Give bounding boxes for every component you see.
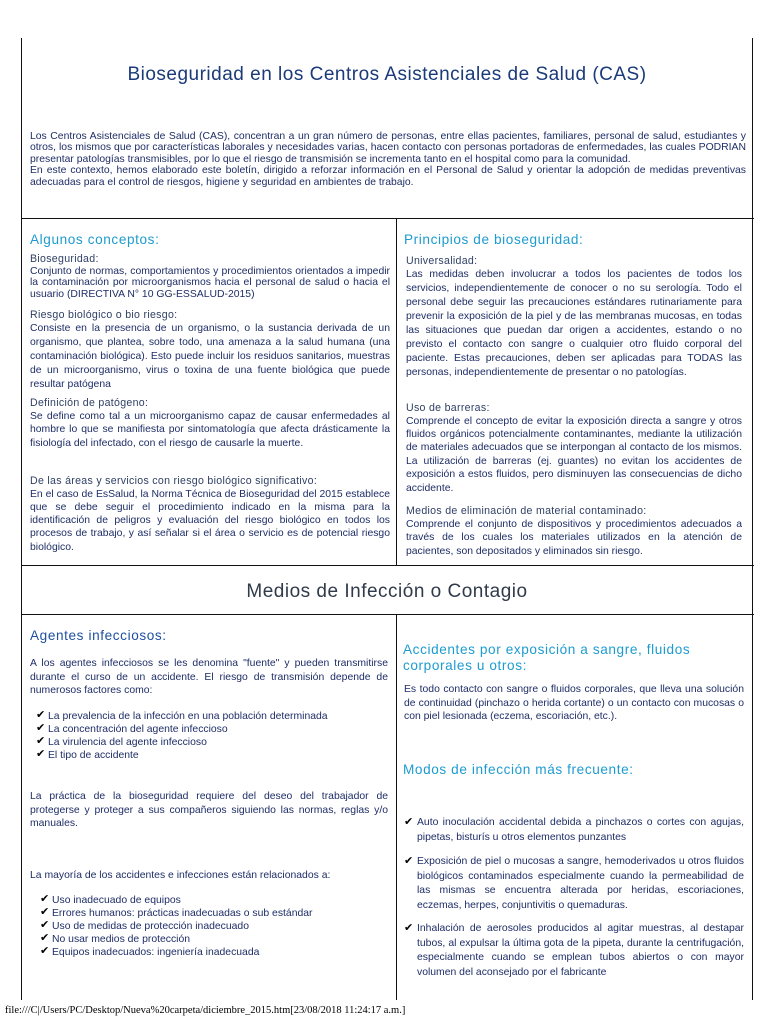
riesgo-title: Riesgo biológico o bio riesgo:	[30, 309, 178, 321]
areas-title: De las áreas y servicios con riesgo biológico significativo:	[30, 475, 318, 487]
agentes-intro	[30, 657, 388, 698]
check-icon: ✔	[40, 945, 50, 957]
file-path-footer: file:///C|/Users/PC/Desktop/Nueva%20carpeta/diciembre_2015.htm[23/08/2018 11:24:17 a.m.]	[5, 1005, 406, 1016]
list-item-text: La concentración del agente infeccioso	[48, 724, 228, 735]
check-icon: ✔	[36, 735, 46, 747]
causas-list	[40, 894, 392, 959]
check-icon: ✔	[40, 893, 50, 905]
check-icon: ✔	[404, 922, 414, 934]
bioseguridad-text: Conjunto de normas, comportamientos y procedimientos orientados a impedir la contaminación por microorganismos hacia el personal de salud o hacia el usuario (DIRECTIVA N° 10 GG-ESSALUD-2015)	[30, 265, 390, 300]
principios-heading: Principios de bioseguridad:	[404, 232, 584, 247]
conceptos-heading: Algunos conceptos:	[30, 232, 160, 247]
modo-item	[404, 855, 744, 913]
intro-paragraph-1: Los Centros Asistenciales de Salud (CAS), concentran a un gran número de personas, entre ellas pacientes, familiares, personal de salud, estudiantes y otros, los mismos que por características laborales y necesidades varias, hacen contacto con personas portadoras de enfermedades, las cuales PODRIAN presentar patologías transmisibles, por lo que el riesgo de transmisión se incrementa tanto en el hospital como para la comunidad.	[30, 131, 746, 165]
check-icon: ✔	[404, 816, 414, 828]
modo-item	[404, 922, 744, 980]
mayoria-paragraph	[30, 870, 388, 882]
list-item	[36, 710, 392, 723]
patogeno-title: Definición de patógeno:	[30, 397, 149, 409]
list-item	[40, 946, 392, 959]
list-item-text: El tipo de accidente	[48, 750, 139, 761]
check-icon: ✔	[40, 932, 50, 944]
list-item-text: La virulencia del agente infeccioso	[48, 737, 207, 748]
riesgo-definition	[30, 310, 390, 393]
eliminacion-title: Medios de eliminación de material contaminado:	[406, 505, 647, 517]
divider-medios	[21, 614, 754, 615]
list-item-text: Equipos inadecuados: ingeniería inadecuada	[52, 947, 260, 958]
intro-paragraph-2: En este contexto, hemos elaborado este boletín, dirigido a reforzar información en el Personal de Salud y orientar la adopción de medidas preventivas adecuadas para el control de riesgos, higiene y seguridad en ambientes de trabajo.	[30, 165, 746, 188]
universalidad-principle	[406, 256, 742, 380]
check-icon: ✔	[36, 709, 46, 721]
patogeno-text: Se define como tal a un microorganismo capaz de causar enfermedades al hombre lo que se manifiesta por sintomatología que afecta drásticamente la fisiología del infectado, con el riesgo de causarle la muerte.	[30, 410, 390, 450]
modo-item	[404, 816, 744, 845]
divider-header	[21, 218, 754, 219]
list-item-text: Uso inadecuado de equipos	[52, 895, 181, 906]
list-item	[40, 894, 392, 907]
barreras-title: Uso de barreras:	[406, 402, 490, 414]
barreras-text: Comprende el concepto de evitar la exposición directa a sangre y otros fluidos orgánicos potencialmente contaminantes, mediante la utilización de materiales adecuados que se interpongan al contacto de los mismos. La utilización de barreras (ej. guantes) no evitan los accidentes de exposición a estos fluidos, pero disminuyen las consecuencias de dicho accidente.	[406, 415, 742, 494]
medios-infeccion-title: Medios de Infección o Contagio	[246, 581, 528, 602]
list-item-text: Errores humanos: prácticas inadecuadas o sub estándar	[52, 908, 313, 919]
patogeno-definition	[30, 398, 390, 451]
list-item-text: La prevalencia de la infección en una población determinada	[48, 711, 328, 722]
list-item-text: Uso de medidas de protección inadecuado	[52, 921, 249, 932]
riesgo-text: Consiste en la presencia de un organismo, o la sustancia derivada de un organismo, que plantea, sobre todo, una amenaza a la salud humana (una contaminación biológica). Esto puede incluir los residuos sanitarios, muestras de un microorganismo, virus o toxina de una fuente biológica que puede resultar patógena	[30, 322, 390, 391]
accidentes-heading: Accidentes por exposición a sangre, fluidos corporales u otros:	[403, 642, 691, 673]
list-item	[40, 907, 392, 920]
check-icon: ✔	[36, 748, 46, 760]
modo-item-text: Exposición de piel o mucosas a sangre, hemoderivados u otros fluidos biológicos contaminados especialmente cuando la permeabilidad de las mismas se encuentra alterada por heridas, escoriaciones, eczemas, herpes, conjuntivitis o quemaduras.	[417, 856, 744, 911]
check-icon: ✔	[404, 855, 414, 867]
factores-list	[36, 710, 392, 762]
list-item	[36, 723, 392, 736]
areas-definition	[30, 476, 390, 554]
practica-paragraph	[30, 790, 388, 831]
list-item-text: No usar medios de protección	[52, 934, 191, 945]
eliminacion-text: Comprende el conjunto de dispositivos y procedimientos adecuados a través de los cuales los materiales utilizados en la atención de pacientes, son depositados y eliminados sin riesgo.	[406, 518, 742, 557]
page-title: Bioseguridad en los Centros Asistenciales de Salud (CAS)	[127, 64, 647, 85]
practica-text: La práctica de la bioseguridad requiere del deseo del trabajador de protegerse y proteger a sus compañeros siguiendo las normas, reglas y/o manuales.	[30, 791, 388, 830]
agentes-heading: Agentes infecciosos:	[30, 628, 167, 643]
bioseguridad-title: Bioseguridad:	[30, 253, 99, 265]
modos-heading: Modos de infección más frecuente:	[403, 762, 634, 777]
barreras-principle	[406, 403, 742, 495]
eliminacion-principle	[406, 506, 742, 558]
accidentes-text: Es todo contacto con sangre o fluidos corporales, que lleva una solución de continuidad (pinchazo o herida cortante) o un contacto con mucosas o con piel lesionada (eczema, escoriación, etc.).	[404, 684, 744, 722]
check-icon: ✔	[36, 722, 46, 734]
bioseguridad-definition	[30, 254, 390, 300]
check-icon: ✔	[40, 919, 50, 931]
mayoria-text: La mayoría de los accidentes e infecciones están relacionados a:	[30, 870, 331, 881]
divider-sections	[21, 565, 754, 566]
accidentes-paragraph	[404, 683, 744, 724]
check-icon: ✔	[40, 906, 50, 918]
areas-text: En el caso de EsSalud, la Norma Técnica de Bioseguridad del 2015 establece que se debe seguir el procedimiento indicado en la misma para la identificación de peligros y evaluación del riesgo biológico en todos los procesos de trabajo, y así señalar si el área o servicio es de potencial riesgo biológico.	[30, 488, 390, 553]
list-item	[40, 920, 392, 933]
universalidad-title: Universalidad:	[406, 255, 478, 267]
universalidad-text: Las medidas deben involucrar a todos los pacientes de todos los servicios, independientemente de conocer o no su serología. Todo el personal debe seguir las precauciones estándares rutinariamente para prevenir la exposición de la piel y de las membranas mucosas, en todas las situaciones que puedan dar origen a accidentes, estando o no previsto el contacto con sangre o cualquier otro fluido corporal del paciente. Estas precauciones, deben ser aplicadas para TODAS las personas, independientemente de presentar o no patologías.	[406, 268, 742, 379]
list-item	[36, 749, 392, 762]
agentes-text: A los agentes infecciosos se les denomina "fuente" y pueden transmitirse durante el curso de un accidente. El riesgo de transmisión depende de numerosos factores como:	[30, 658, 388, 696]
column-divider-top	[396, 218, 397, 565]
list-item	[40, 933, 392, 946]
column-divider-bottom	[396, 614, 397, 1000]
modo-item-text: Inhalación de aerosoles producidos al agitar muestras, al destapar tubos, al expulsar la última gota de la pipeta, durante la centrifugación, especialmente cuando se emplean tubos abiertos o con mayor volumen del aconsejado por el fabricante	[417, 923, 744, 978]
list-item	[36, 736, 392, 749]
intro-text	[30, 131, 746, 188]
modo-item-text: Auto inoculación accidental debida a pinchazos o cortes con agujas, pipetas, bisturís u otros elementos punzantes	[417, 817, 744, 843]
